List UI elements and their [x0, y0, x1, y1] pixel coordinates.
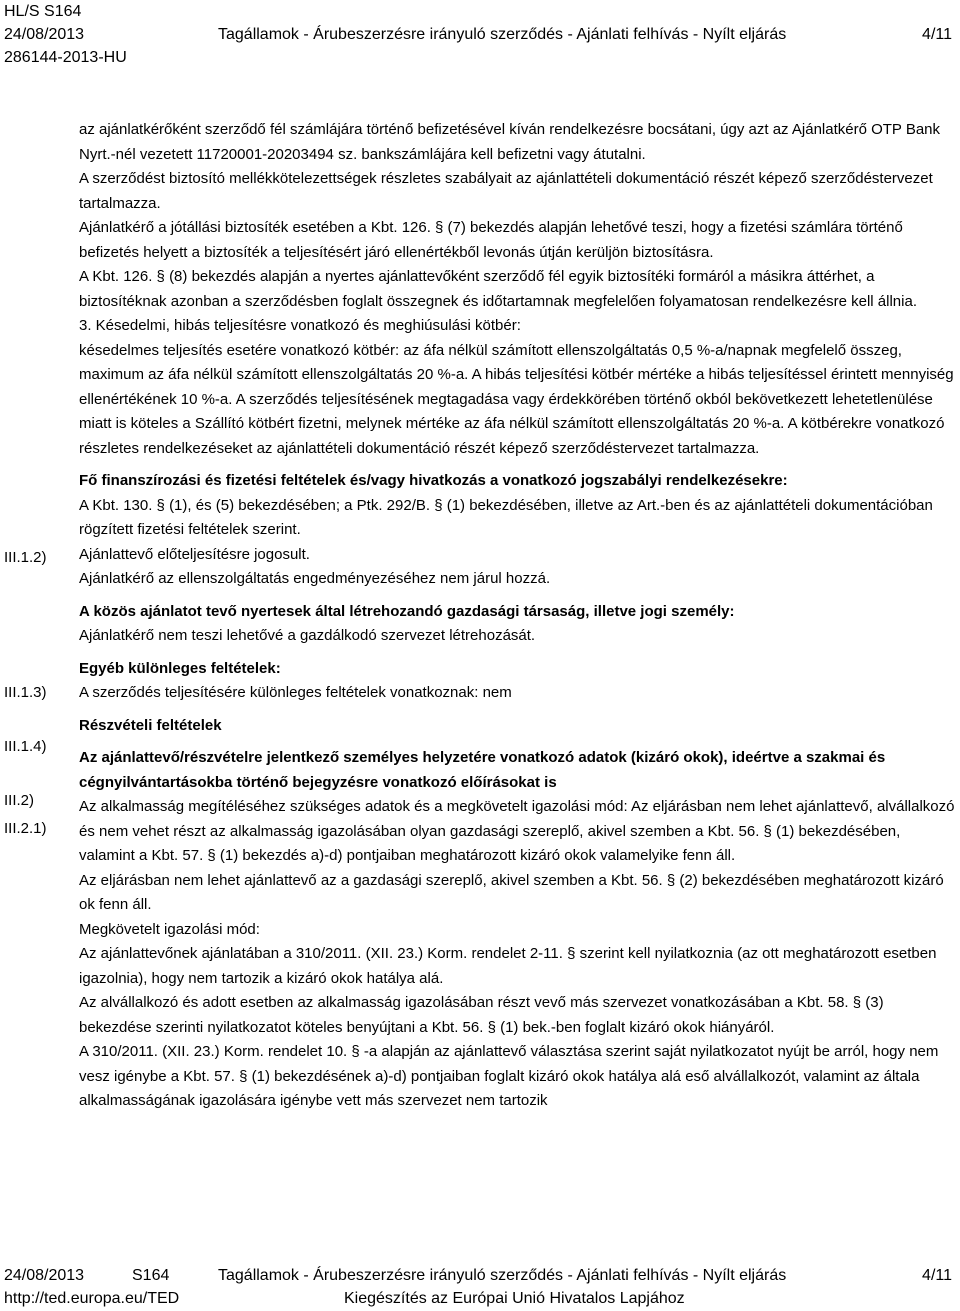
- section-number-iii-1-3: III.1.3): [4, 684, 47, 701]
- header-date: 24/08/2013: [4, 26, 85, 43]
- paragraph: Ajánlatkérő nem teszi lehetővé a gazdálkodó szervezet létrehozását.: [79, 627, 536, 644]
- paragraph: késedelmes teljesítés esetére vonatkozó kötbér: az áfa nélkül számított ellenszolgáltatás 0,5 %-a/napnak megfelelő összeg, maximum az áfa nélkül számított ellenszolgáltatás 20 %-a. A hibás teljesítési kötbér mértéke a hibás teljesítéssel érintett mennyiség ellenértékének 10 %-a. A szerződés teljesítésének megtagadása vagy érdekkörében történő okból bekövetkezett lehetetlenülése miatt is köteles a Szállító kötbért fizetni, melynek mértéke az áfa nélkül számított ellenszolgáltatás 20 %-a. A kötbérekre vonatkozó részletes rendelkezéseket az ajánlattételi dokumentáció részét képező szerződéstervezet tartalmazza.: [79, 341, 954, 457]
- section-heading: Egyéb különleges feltételek:: [79, 659, 281, 677]
- footer-series: S164: [132, 1267, 170, 1284]
- header-series: HL/S S164: [4, 3, 82, 20]
- paragraph: Az eljárásban nem lehet ajánlattevő az a gazdasági szereplő, akivel szemben a Kbt. 56. § (2) bekezdésében meghatározott kizáró ok fenn áll.: [79, 871, 944, 913]
- paragraph: A 310/2011. (XII. 23.) Korm. rendelet 10. § -a alapján az ajánlattevő választása szerint saját nyilatkozatot nyújt be arról, hogy nem vesz igénybe a Kbt. 57. § (1) bekezdésének a)-d) pontjaiban foglalt kizáró okok hatálya alá eső alvállalkozót, valamint az általa alkalmasságának igazolására igénybe vett más szervezet nem tartozik: [79, 1043, 939, 1109]
- paragraph: Megkövetelt igazolási mód:: [79, 920, 260, 938]
- section-number-iii-1-4: III.1.4): [4, 738, 47, 755]
- paragraph: A Kbt. 130. § (1), és (5) bekezdésében; a Ptk. 292/B. § (1) bekezdésében, illetve az Art.-ben és az ajánlattételi dokumentációban rögzített fizetési feltételek szerint.: [79, 496, 933, 538]
- footer-title: Tagállamok - Árubeszerzésre irányuló szerződés - Ajánlati felhívás - Nyílt eljárás: [218, 1267, 787, 1284]
- footer-supplement: Kiegészítés az Európai Unió Hivatalos Lapjához: [344, 1290, 685, 1307]
- paragraph: A szerződés teljesítésére különleges feltételek vonatkoznak: nem: [79, 684, 512, 701]
- header-ref: 286144-2013-HU: [4, 49, 127, 66]
- footer-url-link[interactable]: http://ted.europa.eu/TED: [4, 1290, 180, 1307]
- section-number-iii-2-1: III.2.1): [4, 820, 47, 837]
- paragraph: az ajánlatkérőként szerződő fél számlájára történő befizetésével kíván rendelkezésre bocsátani, úgy azt az Ajánlatkérő OTP Bank Nyrt.-nél vezetett 11720001-20203494 sz. bankszámlájára kell befizetni vagy átutalni.: [79, 121, 941, 163]
- footer-date: 24/08/2013: [4, 1267, 85, 1284]
- document-body: [79, 118, 957, 1114]
- paragraph: Az alvállalkozó és adott esetben az alkalmasság igazolásában részt vevő más szervezet vonatkozásában a Kbt. 58. § (3) bekezdése szerinti nyilatkozatot köteles benyújtani a Kbt. 56. § (1) bek.-ben foglalt kizáró okok hiányáról.: [79, 994, 884, 1036]
- paragraph: Az alkalmasság megítéléséhez szükséges adatok és a megkövetelt igazolási mód: Az eljárásban nem lehet ajánlattevő, alvállalkozó és nem vehet részt az alkalmasság igazolásában olyan gazdasági szereplő, akivel szemben a Kbt. 56. § (1) bekezdésében, valamint a Kbt. 57. § (1) bekezdés a)-d) pontjaiban meghatározott kizáró okok valamelyike fenn áll.: [79, 798, 955, 864]
- section-heading: Az ajánlattevő/részvételre jelentkező személyes helyzetére vonatkozó adatok (kizáró okok), ideértve a szakmai és cégnyilvántartásokba történő bejegyzésre vonatkozó előírásokat is: [79, 749, 886, 791]
- section-heading: A közös ajánlatot tevő nyertesek által létrehozandó gazdasági társaság, illetve jogi személy:: [79, 602, 735, 620]
- header-title: Tagállamok - Árubeszerzésre irányuló szerződés - Ajánlati felhívás - Nyílt eljárás: [218, 26, 787, 43]
- paragraph: A szerződést biztosító mellékkötelezettségek részletes szabályait az ajánlattételi dokumentáció részét képező szerződéstervezet tartalmazza.: [79, 170, 933, 212]
- section-heading: Fő finanszírozási és fizetési feltételek és/vagy hivatkozás a vonatkozó jogszabályi rendelkezésekre:: [79, 472, 788, 489]
- section-number-iii-1-2: III.1.2): [4, 549, 47, 566]
- paragraph: Ajánlatkérő a jótállási biztosíték esetében a Kbt. 126. § (7) bekezdés alapján lehetővé teszi, hogy a fizetési számlára történő befizetés helyett a biztosíték a teljesítésért járó ellenértékből levonás útján kerüljön biztosításra.: [79, 219, 903, 261]
- paragraph: 3. Késedelmi, hibás teljesítésre vonatkozó és meghiúsulási kötbér:: [79, 317, 521, 334]
- paragraph: Ajánlattevő előteljesítésre jogosult.: [79, 545, 310, 563]
- section-number-iii-2: III.2): [4, 792, 35, 809]
- section-heading: Részvételi feltételek: [79, 716, 222, 734]
- paragraph: Ajánlatkérő az ellenszolgáltatás engedményezéséhez nem járul hozzá.: [79, 570, 551, 587]
- paragraph: Az ajánlattevőnek ajánlatában a 310/2011. (XII. 23.) Korm. rendelet 2-11. § szerint kell nyilatkoznia (az ott meghatározott esetben igazolnia), hogy nem tartozik a kizáró okok hatálya alá.: [79, 945, 937, 987]
- paragraph: A Kbt. 126. § (8) bekezdés alapján a nyertes ajánlattevőként szerződő fél egyik biztosítéki formáról a másikra áttérhet, a biztosítéknak azonban a szerződésben foglalt összegnek és időtartamnak megfelelően folyamatosan rendelkezésre kell állnia.: [79, 268, 917, 310]
- header-page: 4/11: [922, 26, 952, 43]
- footer-page: 4/11: [922, 1267, 952, 1284]
